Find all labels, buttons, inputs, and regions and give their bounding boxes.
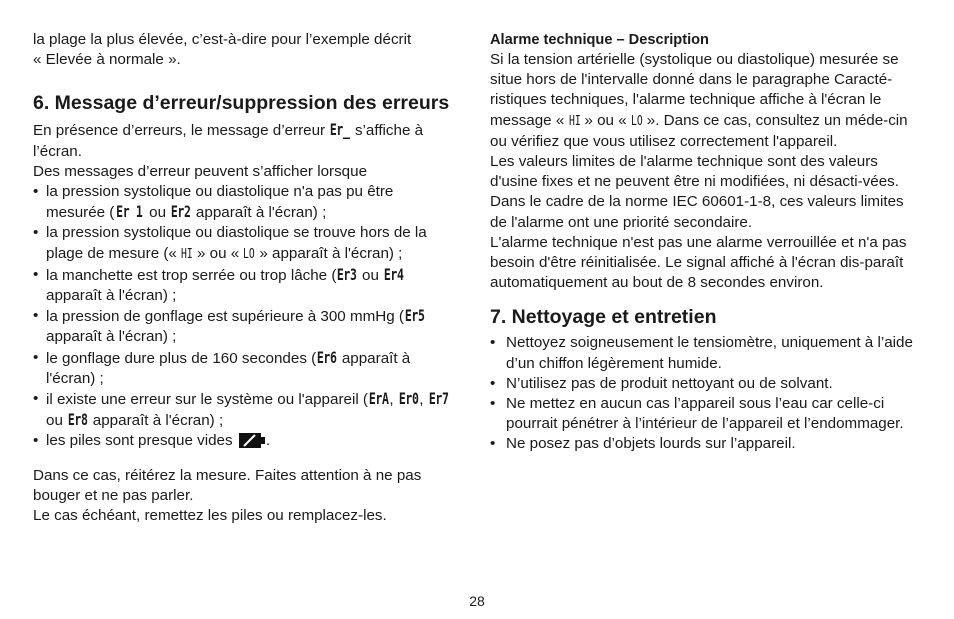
alarm-paragraph-3: L'alarme technique n'est pas une alarme verrouillée et n'a pas besoin d'être réinitialisée. Le signal affiché à l'écran dis-paraît automatiquement au bout de 8 secondes environ.: [490, 233, 907, 292]
error-code-er: Er_: [330, 120, 350, 140]
hi-display-code: HI: [568, 113, 581, 129]
list-item: • la pression systolique ou diastolique se trouve hors de la plage de mesure (« HI » ou « LO » apparaît à l'écran) ;: [33, 223, 453, 264]
battery-paragraph: Le cas échéant, remettez les piles ou remplacez-les.: [33, 507, 387, 525]
error-intro-paragraph: En présence d’erreurs, le message d’erreur Er_ s’affiche à l’écran.: [33, 120, 424, 160]
error-code-er1: Er 1: [116, 202, 143, 222]
retry-paragraph: Dans ce cas, réitérez la mesure. Faites attention à ne pas bouger et ne pas parler.: [33, 466, 422, 504]
error-code-er5: Er5: [404, 306, 425, 326]
list-item: • la pression systolique ou diastolique n'a pas pu être mesurée ( Er 1 ou Er2 apparaît à l'écran) ;: [33, 182, 453, 223]
hi-display-code: HI: [181, 246, 193, 262]
alarm-paragraph-1: Si la tension artérielle (systolique ou diastolique) mesurée se situe hors de l'intervalle donné dans le paragraphe Caracté-ristiques techniques, l'alarme technique affiche à l'écran le message « HI » ou « LO ». Dans ce cas, consultez un méde-cin ou vérifiez que vous utilisez correctement l'appareil.: [490, 51, 908, 150]
cleaning-bullet-list: [490, 333, 922, 454]
list-item: • N’utilisez pas de produit nettoyant ou de solvant.: [490, 374, 922, 394]
error-code-era: ErA: [368, 389, 389, 409]
right-column: [490, 30, 922, 455]
list-item: • Ne mettez en aucun cas l’appareil sous l’eau car celle-ci pourrait pénétrer à l’intérieur de l’appareil et l’endommager.: [490, 394, 922, 434]
list-item: • la pression de gonflage est supérieure à 300 mmHg (Er5 apparaît à l'écran) ;: [33, 306, 453, 347]
list-item: • le gonflage dure plus de 160 secondes (Er6 apparaît à l'écran) ;: [33, 348, 453, 389]
error-code-er2: Er2: [171, 202, 191, 222]
intro-line-1: la plage la plus élevée, c’est-à-dire pour l’exemple décrit: [33, 31, 412, 48]
error-bullet-list: [33, 182, 453, 456]
error-code-er3: Er3: [337, 264, 357, 284]
list-item: • il existe une erreur sur le système ou l'appareil (ErA, Er0, Er7 ou Er8 apparaît à l'écran) ;: [33, 389, 453, 431]
left-column: [33, 30, 453, 526]
page-number: 28: [469, 593, 485, 609]
battery-low-icon: [238, 432, 266, 455]
alarm-paragraph-2: Les valeurs limites de l'alarme technique sont des valeurs d'usine fixes et ne peuvent être ni modifiées, ni désacti-vées. Dans le cadre de la norme IEC 60601-1-8, ces valeurs limites de l'alarme ont une priorité secondaire.: [490, 153, 904, 231]
error-code-er4: Er4: [384, 264, 404, 284]
error-code-er8: Er8: [67, 410, 88, 430]
error-list-intro: Des messages d’erreur peuvent s’afficher lorsque: [33, 162, 368, 180]
technical-alarm-subheading: Alarme technique – Description: [490, 32, 709, 48]
list-item: • la manchette est trop serrée ou trop lâche (Er3 ou Er4 apparaît à l'écran) ;: [33, 265, 453, 306]
section-6-heading: 6. Message d’erreur/suppression des erreurs: [33, 92, 450, 115]
error-code-er7: Er7: [428, 389, 449, 409]
lo-display-code: LO: [243, 246, 256, 262]
error-code-er6: Er6: [317, 347, 337, 367]
list-item: • Nettoyez soigneusement le tensiomètre, uniquement à l’aide d’un chiffon légèrement humide.: [490, 333, 922, 373]
list-item: • Ne posez pas d’objets lourds sur l’appareil.: [490, 434, 922, 454]
list-item: • les piles sont presque vides .: [33, 431, 453, 455]
lo-display-code: LO: [630, 113, 643, 129]
error-code-er0: Er0: [398, 389, 419, 409]
intro-line-2: « Elevée à normale ».: [33, 51, 181, 69]
section-7-heading: 7. Nettoyage et entretien: [490, 306, 717, 329]
